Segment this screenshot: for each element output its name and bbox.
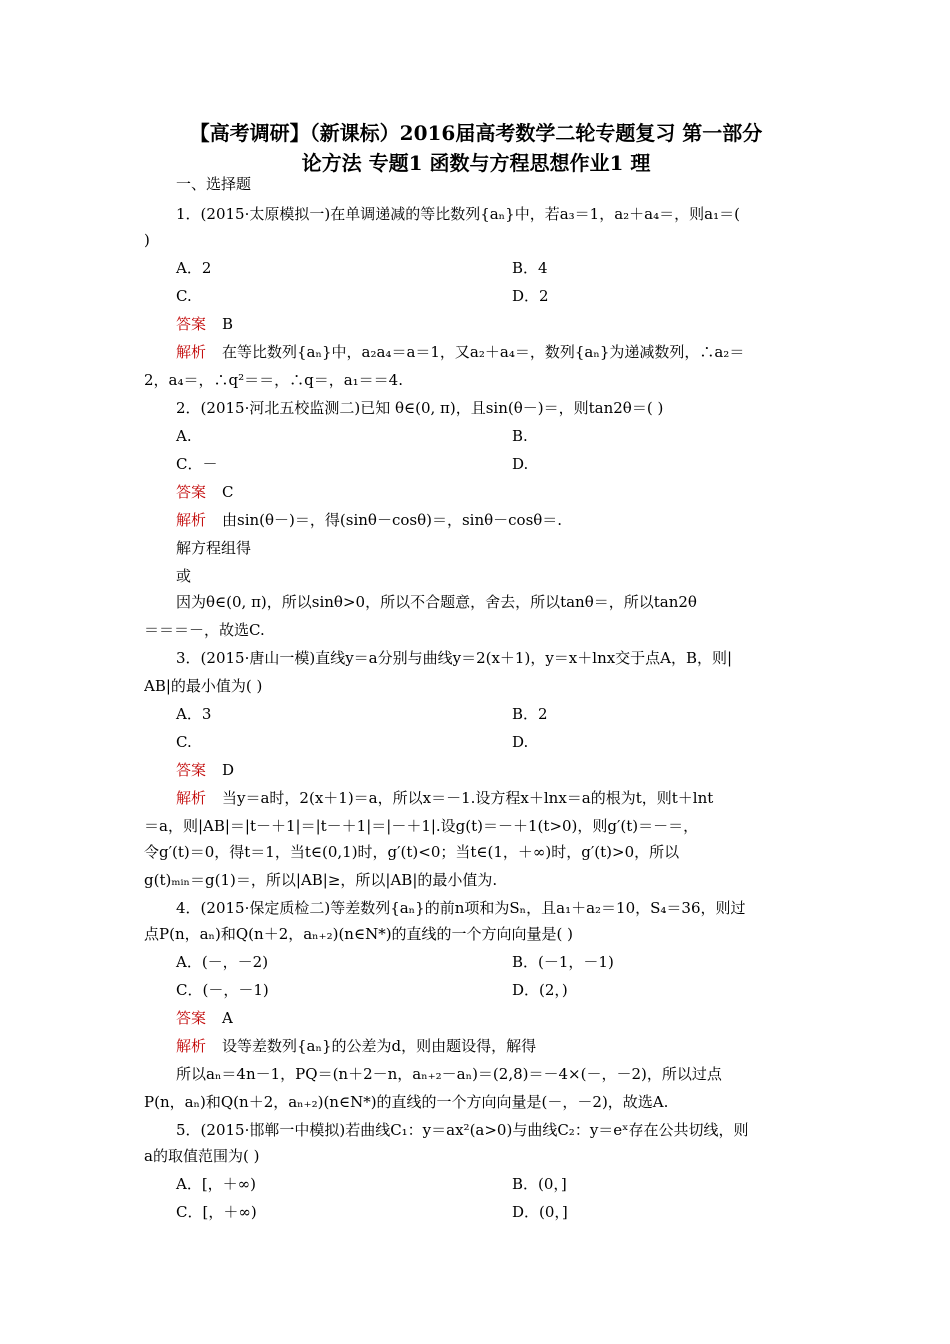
q4-stem-line2: 点P(n，aₙ)和Q(n＋2，aₙ₊₂)(n∈N*)的直线的一个方向向量是( ) [144, 925, 574, 943]
analysis-text: 在等比数列{aₙ}中，a₂a₄＝a＝1，又a₂＋a₄＝，数列{aₙ}为递减数列，∴a₂＝ [222, 343, 745, 361]
q5-stem-line2: a的取值范围为( ) [144, 1147, 260, 1165]
q3-option-a: A．3 [176, 705, 212, 723]
q2-option-d: D. [512, 455, 529, 473]
q4-analysis-line3: P(n，aₙ)和Q(n＋2，aₙ₊₂)(n∈N*)的直线的一个方向向量是(－，－2)，故选A. [144, 1093, 669, 1111]
q1-option-b: B．4 [512, 259, 548, 277]
document-title-line1: 【高考调研】（新课标）2016届高考数学二轮专题复习 第一部分 [189, 121, 763, 145]
q3-answer [176, 760, 844, 780]
q4-option-d: D．(2，) [512, 981, 568, 999]
q1-analysis-line2: 2，a₄＝，∴q²＝＝，∴q＝，a₁＝＝4. [144, 371, 403, 389]
analysis-label: 解析 [176, 1037, 207, 1055]
q2-analysis-line5: ＝＝＝－，故选C. [144, 621, 265, 639]
answer-value: B [222, 315, 234, 333]
q3-stem-line1: 3．(2015·唐山一模)直线y＝a分别与曲线y＝2(x＋1)，y＝x＋lnx交于点A，B，则| [176, 649, 733, 667]
q3-stem-line2: AB|的最小值为( ) [144, 677, 263, 695]
analysis-text: 由sin(θ－)＝，得(sinθ－cosθ)＝，sinθ－cosθ＝. [222, 511, 563, 529]
answer-label: 答案 [176, 761, 207, 779]
q2-option-a: A. [176, 427, 192, 445]
q3-analysis-line2: ＝a，则|AB|＝|t－＋1|＝|t－＋1|＝|－＋1|.设g(t)＝－＋1(t>0)，则g′(t)＝－＝， [144, 817, 699, 835]
q5-option-d: D．(0，] [512, 1203, 568, 1221]
q1-answer [176, 314, 844, 334]
q4-analysis-line1 [176, 1036, 844, 1056]
q1-stem-line2: ) [144, 231, 150, 249]
q3-analysis-line1 [176, 788, 844, 808]
answer-value: D [222, 761, 235, 779]
analysis-label: 解析 [176, 343, 207, 361]
q5-stem-line1: 5．(2015·邯郸一中模拟)若曲线C₁：y＝ax²(a>0)与曲线C₂：y＝eˣ存在公共切线，则 [176, 1121, 749, 1139]
analysis-text: 设等差数列{aₙ}的公差为d，则由题设得，解得 [222, 1037, 537, 1055]
q2-stem-line1: 2．(2015·河北五校监测二)已知 θ∈(0, π)，且sin(θ－)＝，则tan2θ＝( ) [176, 399, 664, 417]
document-title-line2: 论方法 专题1 函数与方程思想作业1 理 [301, 151, 651, 175]
analysis-text: 当y＝a时，2(x＋1)＝a，所以x＝－1.设方程x＋lnx＝a的根为t，则t＋lnt [222, 789, 714, 807]
q1-option-d: D．2 [512, 287, 549, 305]
answer-value: C [222, 483, 234, 501]
q4-answer [176, 1008, 844, 1028]
q4-analysis-line2: 所以aₙ＝4n－1，PQ＝(n＋2－n，aₙ₊₂－aₙ)＝(2,8)＝－4×(－，－2)，所以过点 [176, 1065, 722, 1083]
q2-analysis-line4: 因为θ∈(0, π)，所以sinθ>0，所以不合题意，舍去，所以tanθ＝，所以tan2θ [176, 593, 697, 611]
q3-option-b: B．2 [512, 705, 548, 723]
q4-option-b: B．(－1，－1) [512, 953, 614, 971]
q1-option-a: A．2 [176, 259, 212, 277]
q2-analysis-line1 [176, 510, 844, 530]
q4-stem-line1: 4．(2015·保定质检二)等差数列{aₙ}的前n项和为Sₙ，且a₁＋a₂＝10，S₄＝36，则过 [176, 899, 746, 917]
q1-stem-line1: 1．(2015·太原模拟一)在单调递减的等比数列{aₙ}中，若a₃＝1，a₂＋a₄＝，则a₁＝( [176, 205, 740, 223]
answer-value: A [222, 1009, 233, 1027]
answer-label: 答案 [176, 1009, 207, 1027]
q5-option-c: C．[，＋∞) [176, 1203, 257, 1221]
q4-option-c: C．(－，－1) [176, 981, 269, 999]
q2-option-c: C．－ [176, 455, 218, 473]
q3-analysis-line3: 令g′(t)＝0，得t＝1，当t∈(0,1)时，g′(t)<0；当t∈(1，＋∞)时，g′(t)>0，所以 [144, 843, 680, 861]
answer-label: 答案 [176, 483, 207, 501]
q5-option-b: B．(0，] [512, 1175, 567, 1193]
q2-analysis-line3: 或 [176, 567, 192, 585]
q3-option-c: C. [176, 733, 192, 751]
q2-answer [176, 482, 844, 502]
analysis-label: 解析 [176, 789, 207, 807]
q1-option-c: C. [176, 287, 192, 305]
q2-option-b: B. [512, 427, 528, 445]
q5-option-a: A．[，＋∞) [176, 1175, 257, 1193]
q3-option-d: D. [512, 733, 529, 751]
section-heading: 一、选择题 [176, 175, 252, 193]
analysis-label: 解析 [176, 511, 207, 529]
q1-analysis-line1 [176, 342, 844, 362]
q3-analysis-line4: g(t)ₘᵢₙ＝g(1)＝，所以|AB|≥，所以|AB|的最小值为. [144, 871, 498, 889]
answer-label: 答案 [176, 315, 207, 333]
q2-analysis-line2: 解方程组得 [176, 539, 252, 557]
q4-option-a: A．(－，－2) [176, 953, 269, 971]
